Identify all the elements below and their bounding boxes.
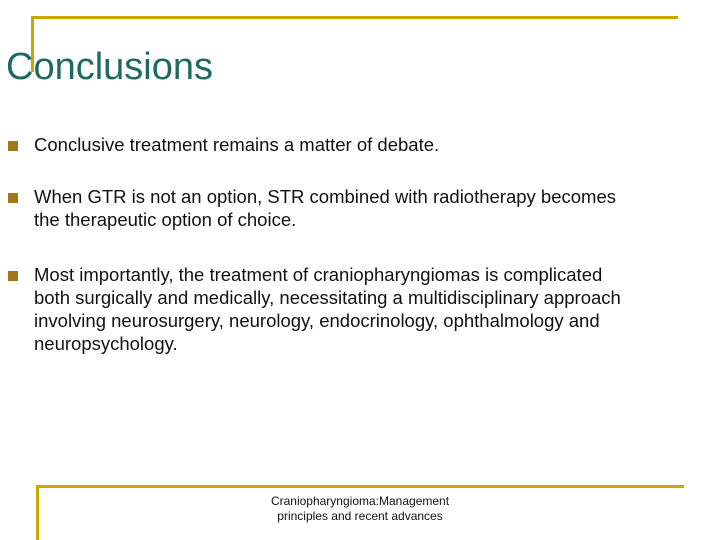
footer-line: Craniopharyngioma:Management bbox=[270, 494, 450, 508]
square-bullet-icon bbox=[8, 193, 18, 203]
bullet-text: When GTR is not an option, STR combined with radiotherapy becomes the therapeutic option of choice. bbox=[34, 186, 617, 230]
bullet-text: Most importantly, the treatment of craniopharyngiomas is complicated both surgically and medically, necessitating a multidisciplinary approach involving neurosurgery, neurology, endocrinology, ophthalmology and neuropsychology. bbox=[34, 264, 621, 354]
footer-line: principles and recent advances bbox=[277, 509, 443, 523]
square-bullet-icon bbox=[8, 271, 18, 281]
bottom-decorative-rule bbox=[36, 485, 684, 488]
bottom-decorative-bracket bbox=[36, 485, 39, 540]
bullet-text: Conclusive treatment remains a matter of debate. bbox=[34, 134, 440, 155]
slide-title: Conclusions bbox=[6, 46, 213, 88]
slide-footer bbox=[240, 494, 480, 524]
square-bullet-icon bbox=[8, 141, 18, 151]
